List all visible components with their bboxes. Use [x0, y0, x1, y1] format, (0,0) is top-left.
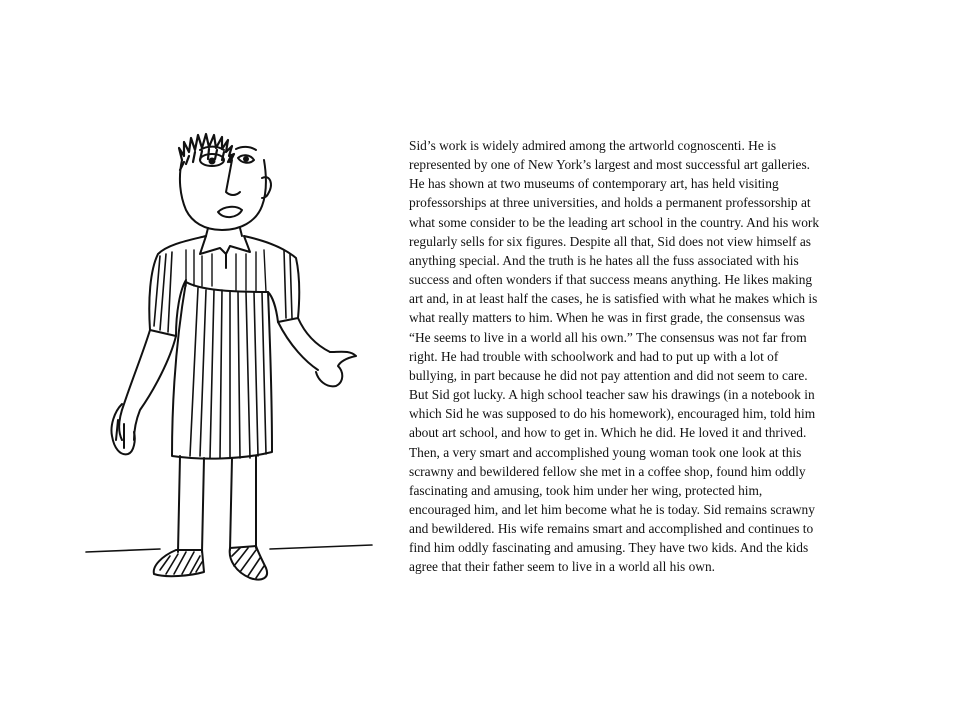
story-line: bullying, in part because he did not pay attention and did not seem to care. — [409, 367, 808, 383]
story-line: Then, a very smart and accomplished young woman took one look at this — [409, 444, 802, 460]
right-eye — [238, 155, 254, 163]
story-line: Sid’s work is widely admired among the artworld cognoscenti. He is — [409, 138, 777, 153]
left-leg — [178, 456, 204, 552]
left-shoe — [154, 550, 204, 576]
story-line: scrawny and bewildered fellow she met in a coffee shop, found him oddly — [409, 463, 806, 479]
story-line: But Sid got lucky. A high school teacher saw his drawings (in a notebook in — [409, 387, 815, 403]
story-line: about art school, and how to get in. Which he did. He loved it and thrived. — [409, 425, 807, 441]
story-line: right. He had trouble with schoolwork and had to put up with a lot of — [409, 348, 779, 364]
story-line: “He seems to live in a world all his own.” The consensus was not far from — [409, 329, 807, 345]
right-hand — [316, 352, 356, 387]
story-line: find him oddly fascinating and amusing. They have two kids. And the kids — [409, 540, 809, 556]
story-line: agree that their father seem to live in a world all his own. — [409, 559, 716, 575]
story-line: encouraged him, and let him become what he is today. Sid remains scrawny — [409, 501, 815, 517]
story-line: which Sid he was supposed to do his homework), encouraged him, told him — [409, 406, 816, 422]
story-line: represented by one of New York’s largest and most successful art galleries. — [409, 157, 810, 173]
left-hand — [111, 404, 134, 454]
sid-drawing — [80, 120, 380, 620]
story-line: what some consider to be the leading art school in the country. And his work — [409, 214, 820, 230]
story-text — [409, 136, 904, 577]
head-outline — [180, 160, 266, 230]
left-arm — [119, 330, 176, 440]
story-line: He has shown at two museums of contemporary art, has held visiting — [409, 176, 779, 192]
right-arm — [278, 318, 330, 370]
story-line: regularly sells for six figures. Despite all that, Sid does not view himself as — [409, 233, 812, 249]
story-line: success and often wonders if that success means anything. He likes making — [409, 272, 813, 288]
right-leg — [230, 456, 256, 550]
story-line: what really matters to him. When he was in first grade, the consensus was — [409, 310, 805, 326]
collar — [200, 236, 250, 254]
dress-stripes — [190, 288, 266, 458]
story-line: and bewildered. His wife remains smart and accomplished and continues to — [409, 521, 814, 537]
story-line: professorships at three universities, and holds a permanent professorship at — [409, 195, 811, 211]
story-line: fascinating and amusing, took him under her wing, protected him, — [409, 482, 763, 498]
right-shoe — [230, 546, 267, 580]
left-eye — [200, 154, 224, 166]
mouth — [218, 207, 242, 217]
story-line: art and, in at least half the cases, he is satisfied with what he makes which is — [409, 291, 818, 307]
nose — [226, 160, 240, 195]
story-line: anything special. And the truth is he hates all the fuss associated with his — [409, 252, 799, 268]
